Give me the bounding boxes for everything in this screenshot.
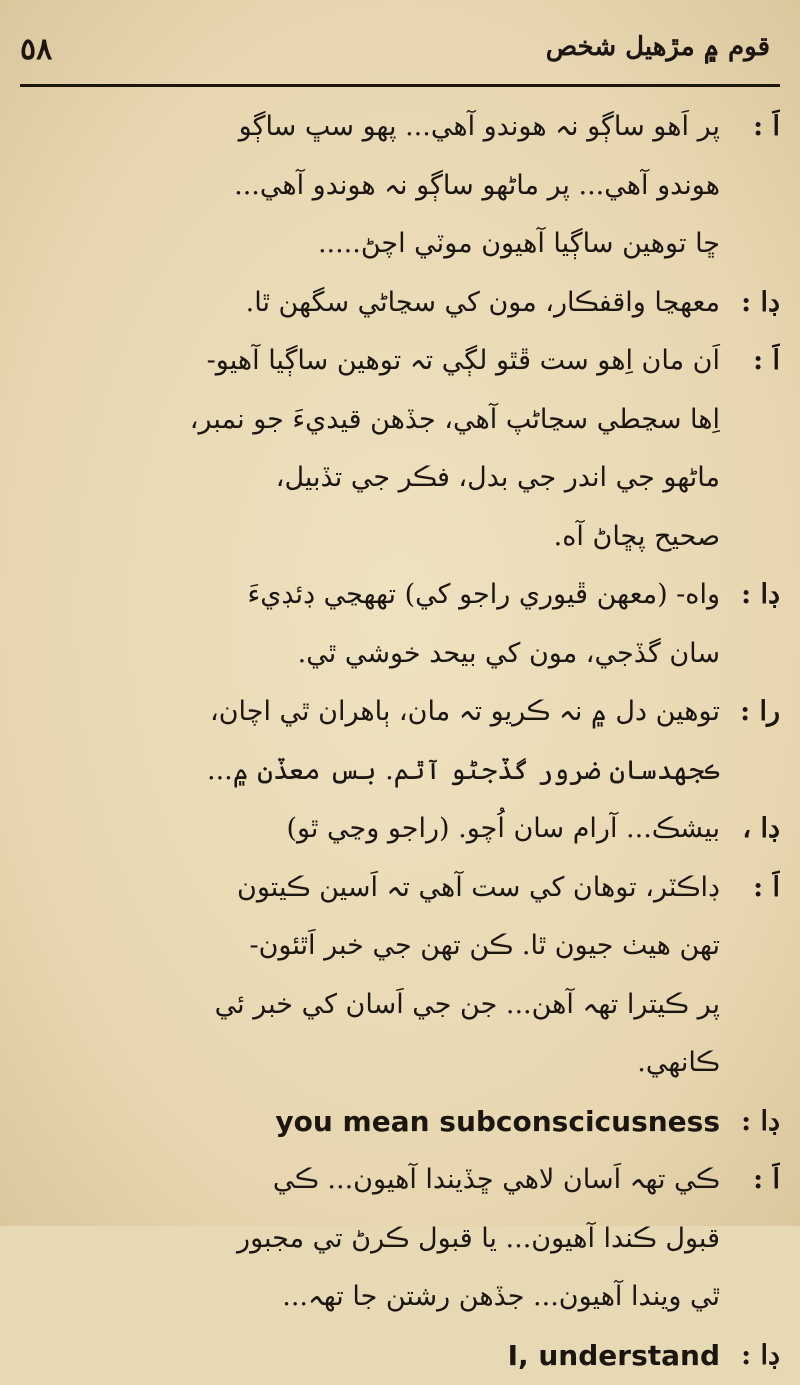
dialogue-line xyxy=(20,215,780,274)
line-text: ٿي ويندا آهيون... جڏهن رشتن جا تهہ... xyxy=(20,1268,720,1327)
dialogue-line xyxy=(20,391,780,450)
dialogue-line xyxy=(20,625,780,684)
line-text: اَن مان اِهو ست ڦٿو لڳي تہ توهين ساڳيا آهيو- xyxy=(20,332,720,391)
speaker-tag: ڊا ، xyxy=(742,800,780,859)
dialogue-line xyxy=(20,1151,780,1210)
line-text: سان گڏجي، مون کي بيحد خوشي ٿي. xyxy=(20,625,720,684)
line-text: اِها سڃطي سڃاڻپ آهي، جڏهن قيديءَ جو نمبر، xyxy=(20,391,720,450)
dialogue-line xyxy=(20,1327,780,1385)
dialogue-line xyxy=(20,1268,780,1327)
speaker-tag: ڊا : xyxy=(741,1327,780,1385)
line-text: ماڻهو جي اندر جي بدل، فڪر جي تڏبيل، xyxy=(20,449,720,508)
line-text: ڪي تهہ اَسان لاهي ڇڏيندا آهيون... ڪي xyxy=(20,1151,720,1210)
speaker-tag: اَ : xyxy=(753,332,780,391)
running-title: قوم ۾ مڙهيل شخص xyxy=(546,32,770,62)
dialogue-line xyxy=(20,859,780,918)
english-phrase: I, understand xyxy=(20,1327,720,1385)
speaker-tag: ڊا : xyxy=(741,1093,780,1152)
dialogue-line xyxy=(20,98,780,157)
line-text: ڪجهدسان ضرور گڏجڻو آٿم. بس معڏن ۾... xyxy=(20,742,720,801)
line-text: بيشڪ... آرام سان اُچو. (راجو وڃي ٿو) xyxy=(20,800,720,859)
line-text: ڊاڪٽر، توهان کي ست آهي تہ اَسين ڪيتون xyxy=(20,859,720,918)
speaker-tag: را : xyxy=(740,683,780,742)
dialogue-line xyxy=(20,449,780,508)
line-text: قبول ڪندا آهيون... يا قبول ڪرڻ تي مجبور xyxy=(20,1210,720,1269)
speaker-tag: اَ : xyxy=(753,1151,780,1210)
line-text: معهڃا واقفڪار، مون کي سڃاڻي سگهن ٿا. xyxy=(20,274,720,333)
page-header xyxy=(20,28,780,78)
english-phrase: you mean subconscicusness xyxy=(20,1093,720,1152)
line-text: تهن هيٺ جيون ٿا. ڪن تهن جي خبر اَٿئون- xyxy=(20,917,720,976)
line-text: صحيح پڇاڻ آه. xyxy=(20,508,720,567)
header-rule xyxy=(20,84,780,87)
line-text: ڇا توهين ساڳيا آهيون موٽي اچڻ..... xyxy=(20,215,720,274)
line-text: پر ڪيترا تهہ آهن... جن جي اَسان کي خبر ئي xyxy=(20,976,720,1035)
dialogue-line xyxy=(20,274,780,333)
line-text: هوندو آهي... پر ماڻهو ساڳو نہ هوندو آهي... xyxy=(20,157,720,216)
dialogue-line xyxy=(20,566,780,625)
dialogue-line xyxy=(20,742,780,801)
line-text: پر اَهو ساڳو نہ هوندو آهي... پهو سڀ ساڳو xyxy=(20,98,720,157)
page-number: ٥٨ xyxy=(20,32,52,67)
speaker-tag: ڊا : xyxy=(741,566,780,625)
line-text: واه- (معهن ڦيوري راجو کي) تههڃي ڊئڊيءَ xyxy=(20,566,720,625)
dialogue-line xyxy=(20,683,780,742)
dialogue-line xyxy=(20,917,780,976)
dialogue-line xyxy=(20,508,780,567)
dialogue-line xyxy=(20,1210,780,1269)
speaker-tag: ڊا : xyxy=(741,274,780,333)
speaker-tag: اَ : xyxy=(753,859,780,918)
dialogue-line xyxy=(20,1034,780,1093)
dialogue-line xyxy=(20,800,780,859)
line-text: توهين دل ۾ نہ ڪريو تہ مان، ٻاهران ٿي اچان، xyxy=(20,683,720,742)
line-text: ڪانهي. xyxy=(20,1034,720,1093)
dialogue-body xyxy=(20,98,780,1385)
dialogue-line xyxy=(20,332,780,391)
speaker-tag: اَ : xyxy=(753,98,780,157)
dialogue-line xyxy=(20,157,780,216)
dialogue-line xyxy=(20,976,780,1035)
dialogue-line xyxy=(20,1093,780,1152)
